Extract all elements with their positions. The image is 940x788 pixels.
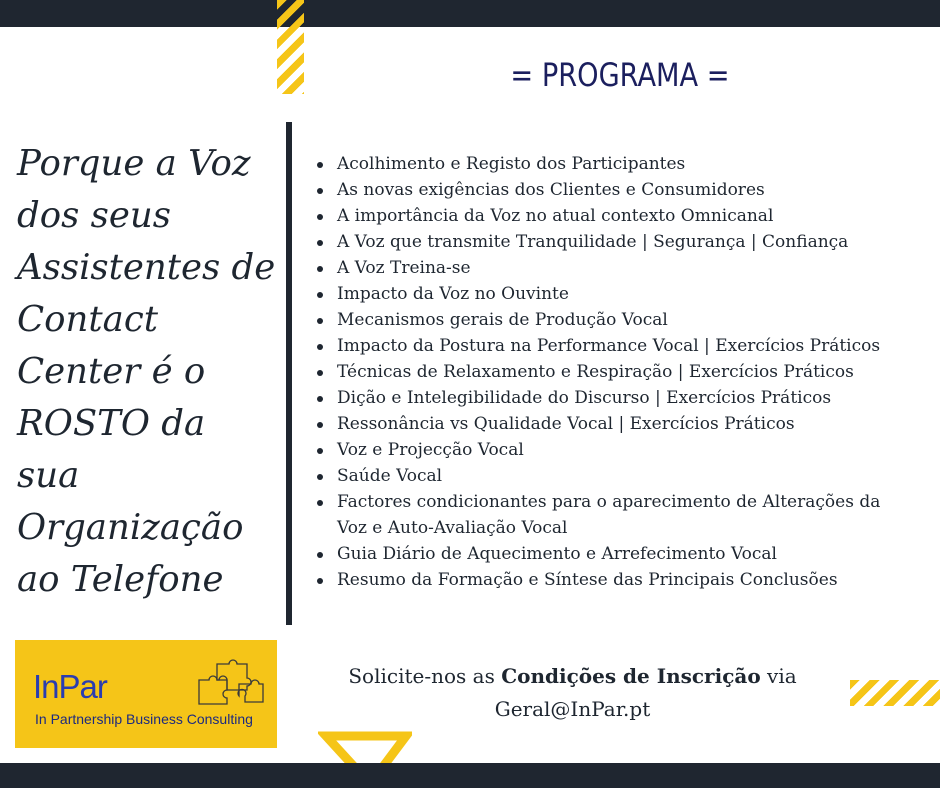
- list-item: [314, 281, 924, 307]
- list-item: [314, 229, 924, 255]
- registration-cta: [300, 660, 845, 726]
- intro-line: ao Telefone: [17, 559, 224, 600]
- list-item-text: As novas exigências dos Clientes e Consumidores: [337, 180, 765, 200]
- intro-line: Porque a Voz: [17, 143, 251, 184]
- intro-line: Organização: [17, 507, 244, 548]
- cta-line: [300, 660, 845, 693]
- intro-line: Center é o: [17, 351, 206, 392]
- list-item: [314, 177, 924, 203]
- logo: [15, 640, 277, 748]
- list-item-text: Acolhimento e Registo dos Participantes: [337, 154, 686, 174]
- list-item: [314, 541, 924, 567]
- list-item-text: Guia Diário de Aquecimento e Arrefecimento Vocal: [337, 544, 777, 564]
- program-title: = PROGRAMA =: [510, 56, 730, 94]
- list-item-text: A Voz que transmite Tranquilidade | Segurança | Confiança: [337, 232, 849, 252]
- list-item-text: A Voz Treina-se: [337, 258, 471, 278]
- intro-text: [17, 138, 282, 606]
- list-item: [314, 463, 924, 489]
- list-item: [314, 385, 924, 411]
- list-item: [314, 489, 924, 541]
- list-item-text: Dição e Intelegibilidade do Discurso | Exercícios Práticos: [337, 388, 832, 408]
- intro-line: Contact: [17, 299, 158, 340]
- logo-name: InPar: [33, 668, 107, 705]
- diagonal-stripes-right: [850, 680, 940, 706]
- list-item-text: Voz e Projecção Vocal: [337, 440, 524, 460]
- diagonal-stripes-top: [277, 0, 304, 94]
- list-item-text: Resumo da Formação e Síntese das Principais Conclusões: [337, 570, 838, 590]
- list-item-text: A importância da Voz no atual contexto Omnicanal: [337, 206, 774, 226]
- top-bar: [0, 0, 940, 27]
- list-item: [314, 359, 924, 385]
- bottom-bar: [0, 763, 940, 788]
- puzzle-pieces-icon: [195, 658, 265, 706]
- list-item-text-cont: Voz e Auto-Avaliação Vocal: [337, 518, 568, 538]
- intro-line: ROSTO da: [17, 403, 206, 444]
- list-item: [314, 411, 924, 437]
- list-item-text: Impacto da Voz no Ouvinte: [337, 284, 569, 304]
- intro-line: sua: [17, 455, 80, 496]
- cta-bold: Condições de Inscrição: [501, 664, 761, 688]
- program-list: [314, 151, 924, 593]
- vertical-divider: [286, 122, 292, 625]
- list-item: [314, 437, 924, 463]
- list-item-text: Saúde Vocal: [337, 466, 443, 486]
- contact-email[interactable]: Geral@InPar.pt: [494, 697, 651, 721]
- list-item: [314, 203, 924, 229]
- intro-line: Assistentes de: [17, 247, 276, 288]
- list-item-text: Técnicas de Relaxamento e Respiração | Exercícios Práticos: [337, 362, 854, 382]
- logo-tagline: In Partnership Business Consulting: [35, 711, 253, 727]
- list-item: [314, 567, 924, 593]
- list-item: [314, 151, 924, 177]
- list-item-text: Impacto da Postura na Performance Vocal | Exercícios Práticos: [337, 336, 881, 356]
- cta-suffix: via: [760, 664, 797, 688]
- list-item: [314, 333, 924, 359]
- cta-prefix: Solicite-nos as: [348, 664, 502, 688]
- intro-line: dos seus: [17, 195, 171, 236]
- list-item-text: Ressonância vs Qualidade Vocal | Exercícios Práticos: [337, 414, 795, 434]
- list-item-text: Mecanismos gerais de Produção Vocal: [337, 310, 668, 330]
- list-item: [314, 255, 924, 281]
- list-item: [314, 307, 924, 333]
- list-item-text: Factores condicionantes para o aparecimento de Alterações da: [337, 492, 881, 512]
